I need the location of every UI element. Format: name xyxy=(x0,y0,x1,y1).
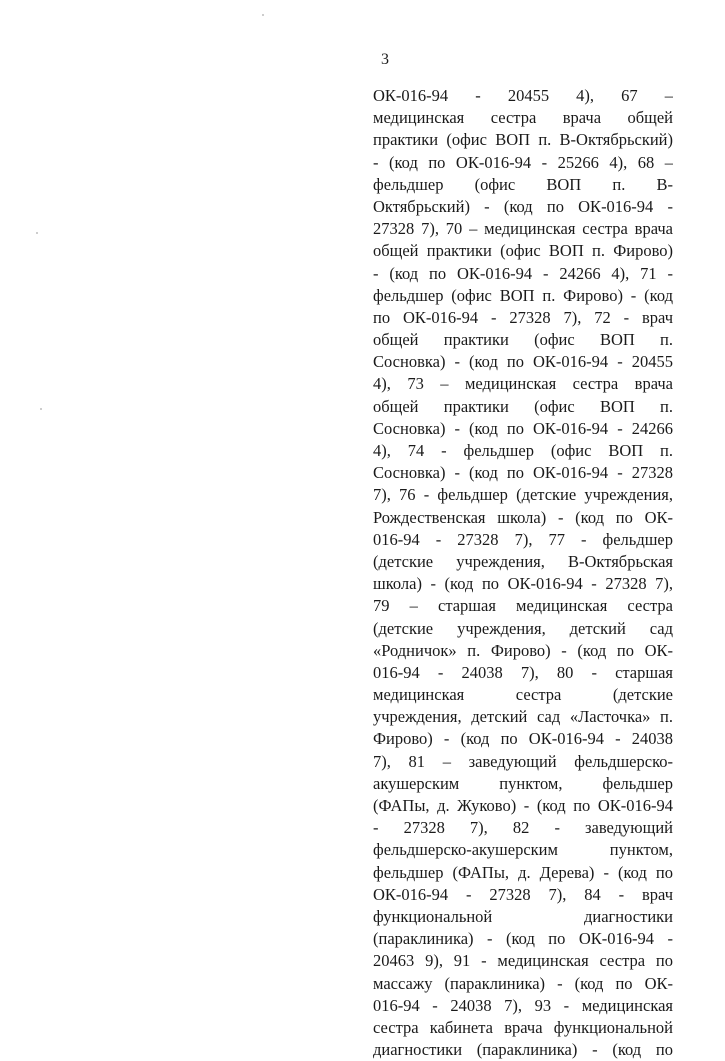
text-line: Октябрьский) - (код по ОК-016-94 - xyxy=(373,196,673,216)
text-line: (ФАПы, д. Жуково) - (код по ОК-016-94 xyxy=(373,796,673,815)
text-line: медицинская сестра врача общей xyxy=(373,108,673,128)
text-line: Сосновка) - (код по ОК-016-94 - 24266 xyxy=(373,418,673,438)
text-line: сестра кабинета врача функциональной xyxy=(373,1017,673,1037)
text-line: фельдшерско-акушерским пунктом, xyxy=(373,840,673,860)
text-line: 016-94 - 27328 7), 77 - фельдшер xyxy=(373,529,673,549)
text-line: по ОК-016-94 - 27328 7), 72 - врач xyxy=(373,307,673,327)
text-line: учреждения, детский сад «Ласточка» п. xyxy=(373,707,673,727)
text-line: «Родничок» п. Фирово) - (код по ОК- xyxy=(373,640,673,660)
text-line: массажу (параклиника) - (код по ОК- xyxy=(373,973,673,993)
text-line: - 27328 7), 82 - заведующий xyxy=(373,818,673,838)
scan-speck xyxy=(262,14,264,16)
text-line: 7), 81 – заведующий фельдшерско- xyxy=(373,751,673,771)
text-line: ОК-016-94 - 27328 7), 84 - врач xyxy=(373,884,673,904)
text-line: 4), 73 – медицинская сестра врача xyxy=(373,374,673,394)
page-number: 3 xyxy=(381,51,389,68)
text-line: фельдшер (офис ВОП п. В- xyxy=(373,174,673,194)
text-line: Фирово) - (код по ОК-016-94 - 24038 xyxy=(373,729,673,749)
text-line: общей практики (офис ВОП п. Фирово) xyxy=(373,241,673,261)
scan-speck xyxy=(40,408,42,410)
text-line: 20463 9), 91 - медицинская сестра по xyxy=(373,951,673,971)
text-line: 79 – старшая медицинская сестра xyxy=(373,596,673,616)
text-line: Сосновка) - (код по ОК-016-94 - 20455 xyxy=(373,352,673,372)
text-line: 016-94 - 24038 7), 80 - старшая xyxy=(373,662,673,682)
text-line: фельдшер (ФАПы, д. Дерева) - (код по xyxy=(373,862,673,882)
text-line: акушерским пунктом, фельдшер xyxy=(373,773,673,793)
text-line: - (код по ОК-016-94 - 24266 4), 71 - xyxy=(373,263,673,283)
text-line: Рождественская школа) - (код по ОК- xyxy=(373,507,673,527)
text-line: общей практики (офис ВОП п. xyxy=(373,330,673,350)
text-line: 4), 74 - фельдшер (офис ВОП п. xyxy=(373,441,673,460)
text-line: 016-94 - 24038 7), 93 - медицинская xyxy=(373,995,673,1015)
text-line: Сосновка) - (код по ОК-016-94 - 27328 xyxy=(373,463,673,483)
text-line: фельдшер (офис ВОП п. Фирово) - (код xyxy=(373,285,673,305)
text-line: общей практики (офис ВОП п. xyxy=(373,396,673,416)
text-line: 7), 76 - фельдшер (детские учреждения, xyxy=(373,485,673,505)
text-line: (параклиника) - (код по ОК-016-94 - xyxy=(373,929,673,949)
scan-speck xyxy=(36,232,38,234)
text-line: (детские учреждения, детский сад xyxy=(373,618,673,638)
text-line: диагностики (параклиника) - (код по xyxy=(373,1040,673,1060)
body-text xyxy=(373,85,673,1061)
text-line: функциональной диагностики xyxy=(373,906,673,926)
text-line: - (код по ОК-016-94 - 25266 4), 68 – xyxy=(373,152,673,172)
text-line: ОК-016-94 - 20455 4), 67 – xyxy=(373,86,673,105)
text-line: медицинская сестра (детские xyxy=(373,685,673,705)
text-line: школа) - (код по ОК-016-94 - 27328 7), xyxy=(373,574,673,594)
text-line: (детские учреждения, В-Октябрьская xyxy=(373,551,673,571)
text-line: 27328 7), 70 – медицинская сестра врача xyxy=(373,219,673,239)
text-line: практики (офис ВОП п. В-Октябрьский) xyxy=(373,130,673,150)
